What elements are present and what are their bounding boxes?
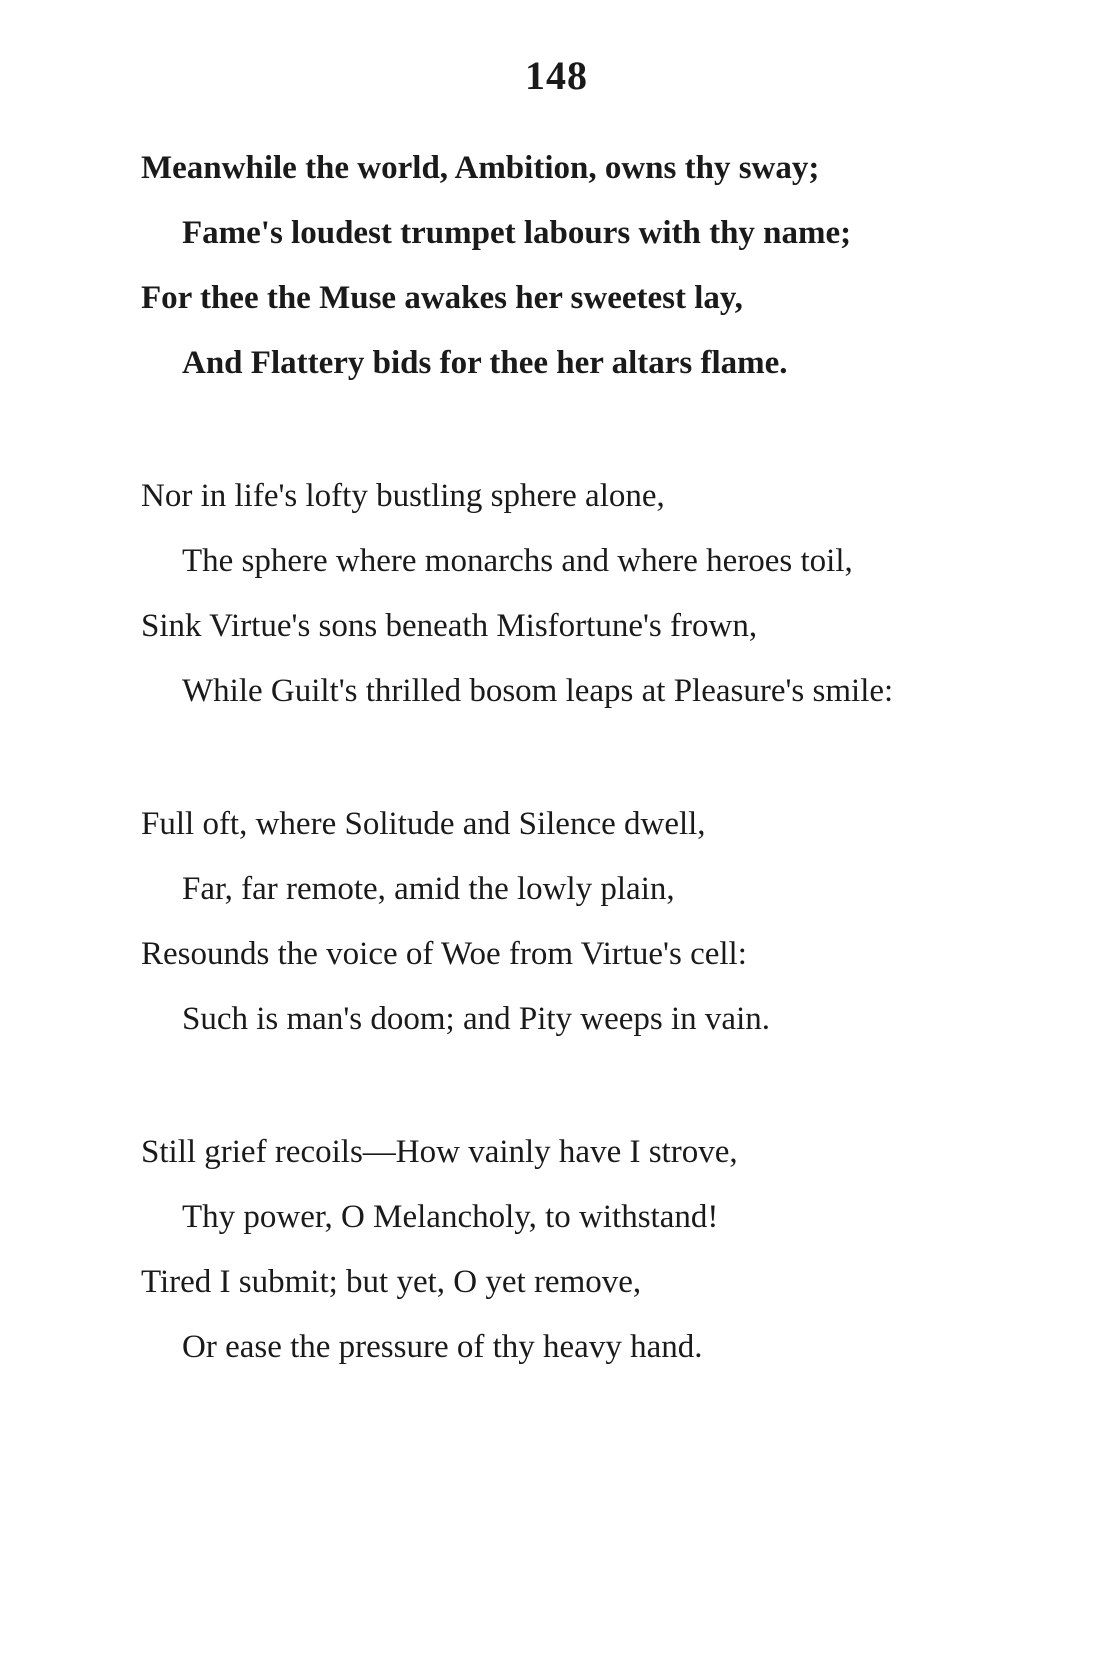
poem-line: Full oft, where Solitude and Silence dwell, [141,806,706,842]
poem-line: Resounds the voice of Woe from Virtue's cell: [141,936,747,972]
poem-line: Far, far remote, amid the lowly plain, [182,871,675,907]
poem-line: Still grief recoils—How vainly have I strove, [141,1134,738,1170]
poem-line: The sphere where monarchs and where heroes toil, [182,543,853,579]
poem-line: Nor in life's lofty bustling sphere alone, [141,478,665,514]
poem-line: For thee the Muse awakes her sweetest lay, [141,280,743,316]
poem-line: Sink Virtue's sons beneath Misfortune's frown, [141,608,758,644]
page-number: 148 [525,53,588,98]
poem-line: Fame's loudest trumpet labours with thy name; [182,215,852,251]
poem-line: Or ease the pressure of thy heavy hand. [182,1329,703,1365]
poem-line: Such is man's doom; and Pity weeps in vain. [182,1001,770,1037]
poem-line: Meanwhile the world, Ambition, owns thy sway; [141,150,820,186]
poem-line: Tired I submit; but yet, O yet remove, [141,1264,642,1300]
poem-line: While Guilt's thrilled bosom leaps at Pleasure's smile: [182,673,894,709]
poem-line: Thy power, O Melancholy, to withstand! [182,1199,719,1235]
poem-line: And Flattery bids for thee her altars flame. [182,345,788,381]
